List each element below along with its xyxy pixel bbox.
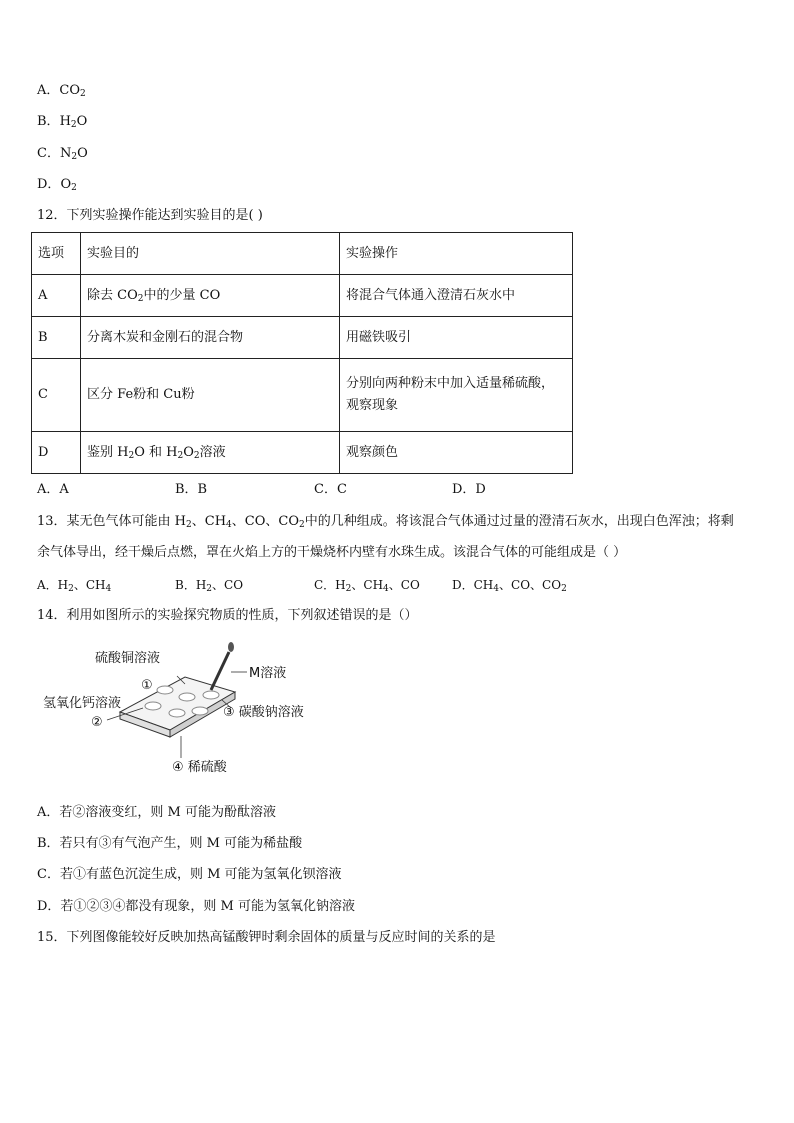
dropper-bulb-icon	[228, 642, 234, 652]
label-m-solution: M溶液	[249, 666, 287, 681]
q13-stem-line2: 余气体导出，经干燥后点燃，罩在火焰上方的干燥烧杯内壁有水珠生成。该混合气体的可能组成是（ ）	[37, 545, 627, 560]
purpose-text: 鉴别 H	[87, 444, 129, 460]
label-copper-sulfate: 硫酸铜溶液	[95, 651, 161, 666]
option-b	[175, 576, 243, 594]
stem-text: 、CO、CO	[231, 514, 299, 529]
subscript: 2	[70, 120, 77, 130]
option-prefix: D．	[37, 177, 61, 192]
q12-stem: 12．下列实验操作能达到实验目的是( )	[37, 208, 263, 223]
purpose-text: O 和 H	[134, 444, 178, 460]
table-row	[32, 432, 573, 474]
q11-option-b	[37, 113, 87, 131]
subscript: 2	[71, 152, 78, 162]
row-key: A	[32, 275, 81, 317]
q12-table	[31, 232, 573, 474]
subscript: 2	[206, 584, 213, 594]
option-prefix: B．	[37, 114, 60, 129]
well-icon	[157, 686, 173, 694]
purpose-text: O	[183, 444, 194, 460]
option-c	[314, 576, 420, 594]
option-prefix: C．	[37, 146, 60, 161]
formula-text: CO	[59, 83, 80, 98]
option-text: D．CH	[452, 578, 494, 592]
option-d: D．D	[452, 482, 486, 497]
subscript: 4	[105, 584, 112, 594]
label-circle-1: ①	[141, 678, 153, 693]
option-text: A．H	[37, 578, 69, 592]
table-header-row	[32, 233, 573, 275]
q15-stem: 15．下列图像能较好反映加热高锰酸钾时剩余固体的质量与反应时间的关系的是	[37, 930, 496, 945]
row-key: B	[32, 317, 81, 359]
formula-text: O	[60, 177, 72, 192]
option-a: A．A	[37, 482, 69, 497]
option-prefix: A．	[37, 83, 60, 98]
table-row	[32, 275, 573, 317]
q14-option-a: A．若②溶液变红，则 M 可能为酚酞溶液	[37, 805, 276, 820]
table-row	[32, 317, 573, 359]
row-operation	[340, 359, 573, 432]
q13-options	[0, 576, 794, 594]
operation-line: 观察现象	[346, 398, 399, 413]
row-purpose	[81, 432, 340, 474]
well-icon	[145, 702, 161, 710]
label-circle-2: ②	[91, 715, 103, 730]
table-row	[32, 359, 573, 432]
option-text: 、CO、CO	[499, 578, 562, 592]
dropper-icon	[211, 652, 229, 690]
subscript: 2	[299, 520, 305, 530]
option-text: B．H	[175, 578, 207, 592]
option-text: C．H	[314, 578, 346, 592]
row-purpose: 分离木炭和金刚石的混合物	[81, 317, 340, 359]
subscript: 2	[193, 450, 200, 461]
purpose-text: 除去 CO	[87, 287, 138, 303]
subscript: 2	[71, 183, 77, 193]
subscript: 2	[128, 450, 135, 461]
option-c: C．C	[314, 482, 347, 497]
purpose-text: 中的少量 CO	[143, 287, 221, 303]
header-cell: 实验目的	[81, 233, 340, 275]
stem-text: 中的几种组成。将该混合气体通过过量的澄清石灰水，出现白色浑浊；将剩	[304, 514, 734, 529]
subscript: 2	[137, 293, 144, 304]
option-text: 、CO	[388, 578, 420, 592]
q13-stem-line1	[37, 513, 734, 531]
purpose-text: 溶液	[199, 444, 226, 460]
subscript: 2	[561, 584, 567, 594]
q14-option-d: D．若①②③④都没有现象，则 M 可能为氢氧化钠溶液	[37, 899, 355, 914]
row-operation: 用磁铁吸引	[340, 317, 573, 359]
row-purpose: 区分 Fe粉和 Cu粉	[81, 359, 340, 432]
q11-option-d	[37, 176, 77, 194]
label-sodium-carbonate: ③ 碳酸钠溶液	[223, 705, 304, 720]
stem-text: 、CH	[191, 514, 227, 529]
q12-options	[0, 481, 794, 499]
option-b: B．B	[175, 482, 208, 497]
subscript: 2	[177, 450, 184, 461]
formula-text: N	[59, 146, 72, 161]
subscript: 2	[68, 584, 74, 594]
subscript: 2	[80, 89, 86, 99]
row-operation: 观察颜色	[340, 432, 573, 474]
row-key: C	[32, 359, 81, 432]
subscript: 4	[493, 584, 500, 594]
row-operation: 将混合气体通入澄清石灰水中	[340, 275, 573, 317]
q11-option-a	[37, 82, 86, 100]
q14-option-c: C．若①有蓝色沉淀生成，则 M 可能为氢氧化钡溶液	[37, 867, 342, 882]
well-icon	[203, 691, 219, 699]
formula-text: H	[59, 114, 71, 129]
row-key: D	[32, 432, 81, 474]
spot-plate-diagram	[35, 640, 335, 785]
formula-text: O	[77, 146, 88, 161]
option-text: 、CH	[351, 578, 384, 592]
option-d	[452, 576, 567, 594]
row-purpose	[81, 275, 340, 317]
subscript: 2	[345, 584, 352, 594]
well-icon	[169, 709, 185, 717]
q14-stem: 14．利用如图所示的实验探究物质的性质，下列叙述错误的是（）	[37, 608, 418, 623]
well-icon	[192, 707, 208, 715]
subscript: 4	[226, 520, 232, 530]
q11-option-c	[37, 145, 88, 163]
label-calcium-hydroxide: 氢氧化钙溶液	[43, 696, 122, 711]
formula-text: O	[76, 114, 88, 129]
header-cell: 选项	[32, 233, 81, 275]
well-icon	[179, 693, 195, 701]
q14-option-b: B．若只有③有气泡产生，则 M 可能为稀盐酸	[37, 836, 303, 851]
header-cell: 实验操作	[340, 233, 573, 275]
stem-text: 13．某无色气体可能由 H	[37, 514, 187, 529]
subscript: 4	[383, 584, 389, 594]
subscript: 2	[186, 520, 192, 530]
operation-line: 分别向两种粉末中加入适量稀硫酸，	[346, 376, 555, 391]
label-dilute-sulfuric-acid: ④ 稀硫酸	[172, 760, 227, 775]
option-text: 、CH	[73, 578, 106, 592]
option-a	[37, 576, 111, 594]
option-text: 、CO	[212, 578, 244, 592]
